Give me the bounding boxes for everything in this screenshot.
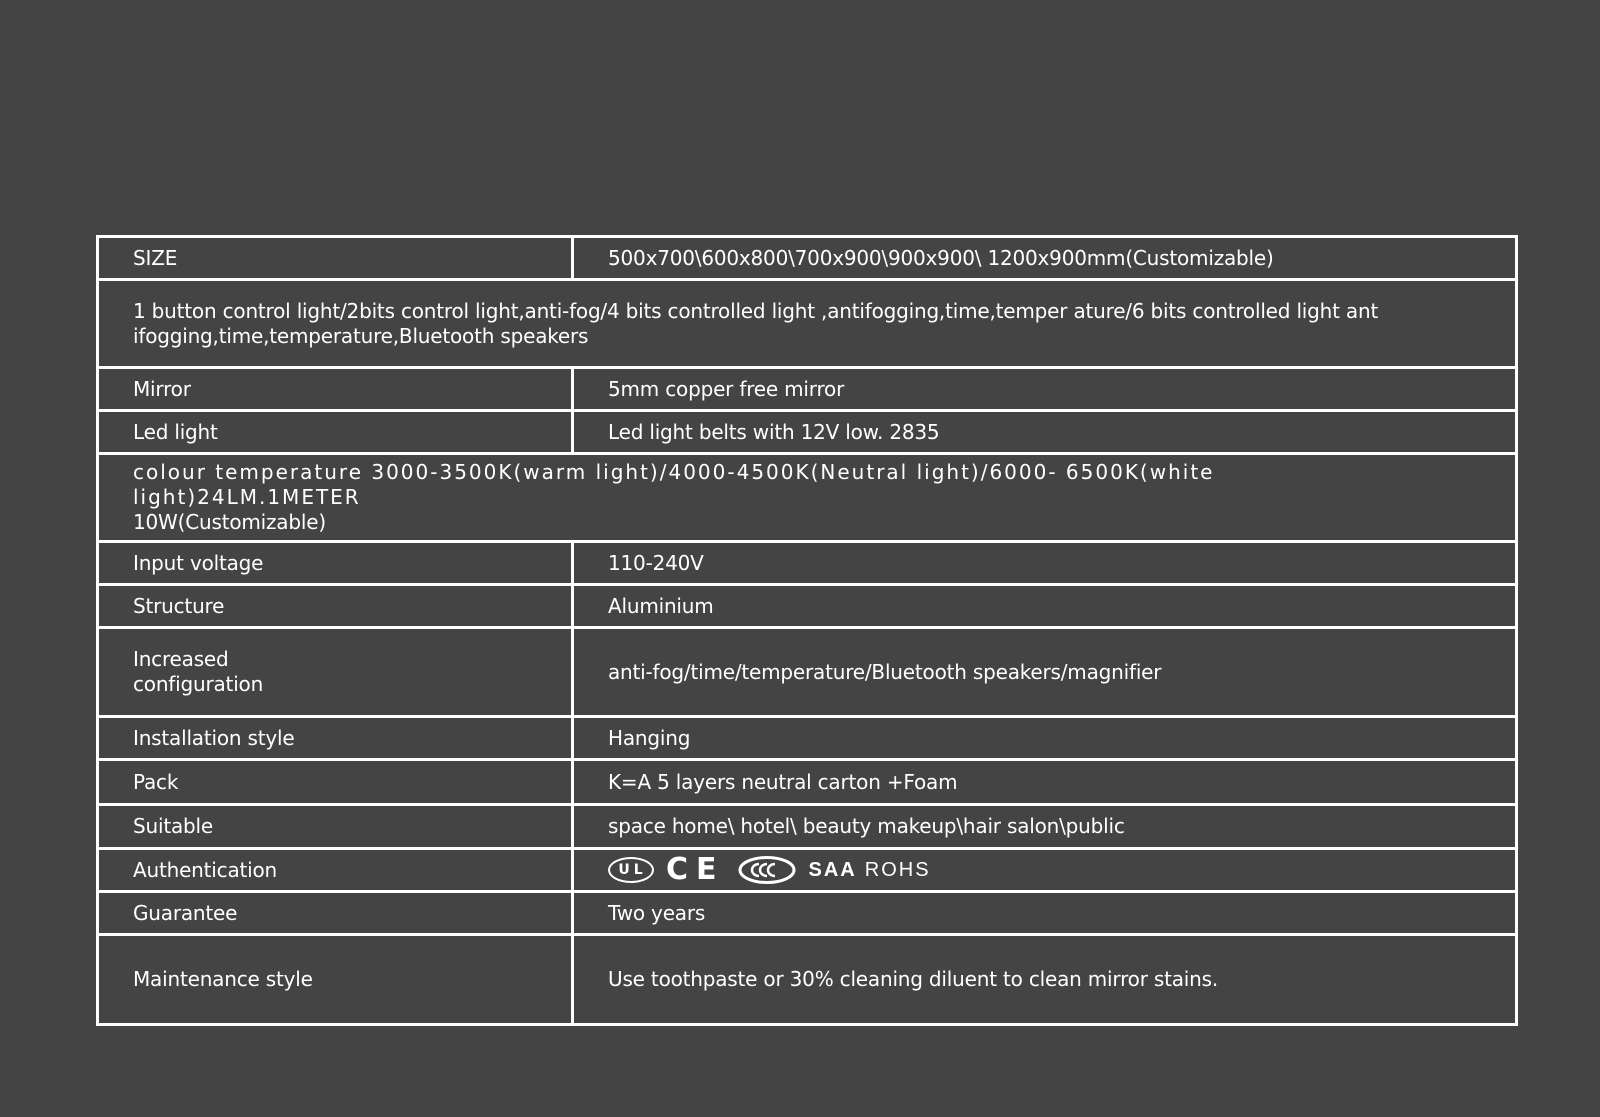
suitable-value: space home\ hotel\ beauty makeup\hair salon\public <box>573 805 1517 849</box>
ce-logo: CE <box>666 852 725 887</box>
size-label: SIZE <box>98 237 573 280</box>
authentication-label: Authentication <box>98 849 573 892</box>
led-value: Led light belts with 12V low. 2835 <box>573 411 1517 454</box>
maintenance-value: Use toothpaste or 30% cleaning diluent to clean mirror stains. <box>573 935 1517 1025</box>
colour-temperature-description <box>98 454 1517 542</box>
size-value: 500x700\600x800\700x900\900x900\ 1200x900mm(Customizable) <box>573 237 1517 280</box>
structure-value: Aluminium <box>573 585 1517 628</box>
maintenance-label: Maintenance style <box>98 935 573 1025</box>
spec-table <box>96 235 1518 1026</box>
table-row <box>98 237 1517 280</box>
certification-logos <box>608 852 1515 887</box>
structure-label: Structure <box>98 585 573 628</box>
installation-value: Hanging <box>573 717 1517 760</box>
table-row <box>98 628 1517 717</box>
led-label: Led light <box>98 411 573 454</box>
guarantee-label: Guarantee <box>98 892 573 935</box>
pack-value: K=A 5 layers neutral carton +Foam <box>573 760 1517 805</box>
table-row <box>98 411 1517 454</box>
table-row <box>98 892 1517 935</box>
mirror-value: 5mm copper free mirror <box>573 368 1517 411</box>
ccc-logo-icon <box>737 855 797 885</box>
pack-label: Pack <box>98 760 573 805</box>
config-label: Increased configuration <box>98 628 573 717</box>
rohs-logo: ROHS <box>864 858 931 881</box>
colour-temperature-line: colour temperature 3000-3500K(warm light)/4000-4500K(Neutral light)/6000- 6500K(white light)24LM.1METER <box>133 460 1215 509</box>
control-description: 1 button control light/2bits control light,anti-fog/4 bits controlled light ,antifogging,time,temper ature/6 bits controlled light ant ifogging,time,temperature,Bluetooth speakers <box>98 280 1517 368</box>
table-row <box>98 849 1517 892</box>
table-row <box>98 454 1517 542</box>
ul-logo: UL <box>608 857 654 883</box>
authentication-value <box>573 849 1517 892</box>
colour-temperature-power: 10W(Customizable) <box>133 510 326 534</box>
table-row <box>98 935 1517 1025</box>
table-row <box>98 368 1517 411</box>
table-row <box>98 280 1517 368</box>
config-value: anti-fog/time/temperature/Bluetooth speakers/magnifier <box>573 628 1517 717</box>
guarantee-value: Two years <box>573 892 1517 935</box>
mirror-label: Mirror <box>98 368 573 411</box>
table-row <box>98 760 1517 805</box>
table-row <box>98 805 1517 849</box>
table-row <box>98 542 1517 585</box>
suitable-label: Suitable <box>98 805 573 849</box>
installation-label: Installation style <box>98 717 573 760</box>
voltage-label: Input voltage <box>98 542 573 585</box>
table-row <box>98 585 1517 628</box>
table-row <box>98 717 1517 760</box>
voltage-value: 110-240V <box>573 542 1517 585</box>
saa-logo: SAA <box>808 858 857 881</box>
